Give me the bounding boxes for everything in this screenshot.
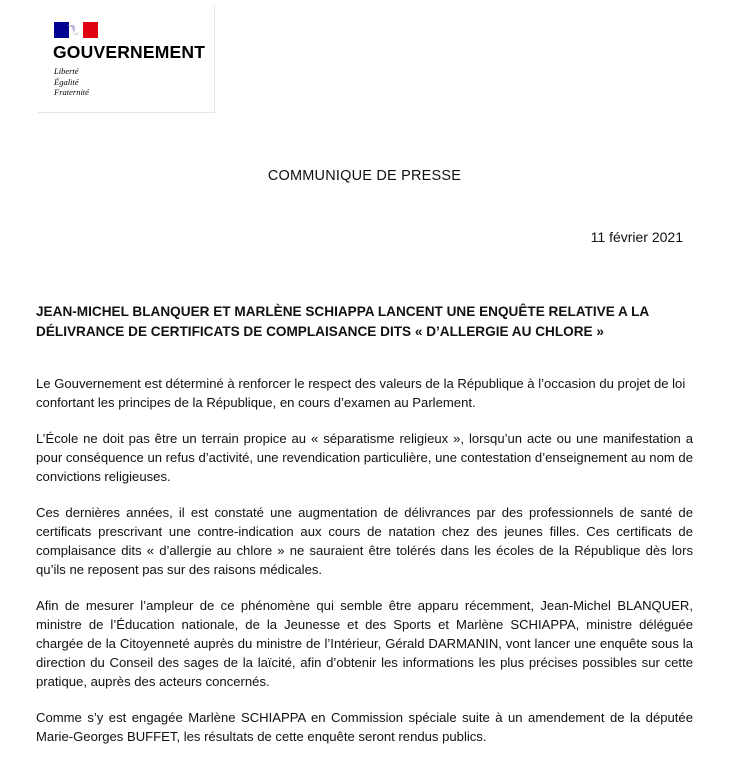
press-release-body <box>36 374 693 763</box>
motto-egalite: Égalité <box>54 76 79 87</box>
republic-motto <box>54 66 89 98</box>
body-paragraph: Ces dernières années, il est constaté une augmentation de délivrances par des professionnels de santé de certificats prescrivant une contre-indication aux cours de natation chez des jeunes filles. Ces certificats de complaisance dits « d’allergie au chlore » ne sauraient être tolérés dans les écoles de la République dès lors qu’ils ne reposent pas sur des raisons médicales. <box>36 505 693 577</box>
headline-line: JEAN-MICHEL BLANQUER ET MARLÈNE SCHIAPPA LANCENT UNE ENQUÊTE RELATIVE A LA <box>36 304 650 319</box>
body-paragraph: Afin de mesurer l’ampleur de ce phénomène qui semble être apparu récemment, Jean-Michel BLANQUER, ministre de l’Éducation nationale, de la Jeunesse et des Sports et Marlène SCHIAPPA, ministre déléguée chargée de la Citoyenneté auprès du ministre de l’Intérieur, Gérald DARMANIN, vont lancer une enquête sous la direction du Conseil des sages de la laïcité, afin d’obtenir les informations les plus précises possibles sur cette pratique, auprès des acteurs concernés. <box>36 598 693 689</box>
motto-liberte: Liberté <box>54 66 79 76</box>
motto-fraternite: Fraternité <box>54 87 89 97</box>
release-date: 11 février 2021 <box>590 229 683 245</box>
government-logo <box>38 6 215 113</box>
press-release-headline <box>36 302 692 342</box>
body-paragraph: Comme s’y est engagée Marlène SCHIAPPA en Commission spéciale suite à un amendement de la députée Marie-Georges BUFFET, les résultats de cette enquête seront rendus publics. <box>36 710 693 744</box>
headline-line: DÉLIVRANCE DE CERTIFICATS DE COMPLAISANCE DITS « D’ALLERGIE AU CHLORE » <box>36 324 604 339</box>
body-paragraph: L’École ne doit pas être un terrain propice au « séparatisme religieux », lorsqu’un acte ou une manifestation a pour conséquence un refus d’activité, une revendication particulière, une contestation d’enseignement au nom de convictions religieuses. <box>36 431 693 484</box>
document-type-title: COMMUNIQUE DE PRESSE <box>267 168 462 184</box>
body-paragraph: Le Gouvernement est déterminé à renforcer le respect des valeurs de la République à l’occasion du projet de loi confortant les principes de la République, en cours d’examen au Parlement. <box>36 376 686 410</box>
government-wordmark: GOUVERNEMENT <box>53 42 206 62</box>
marianne-flag-icon <box>54 22 98 38</box>
